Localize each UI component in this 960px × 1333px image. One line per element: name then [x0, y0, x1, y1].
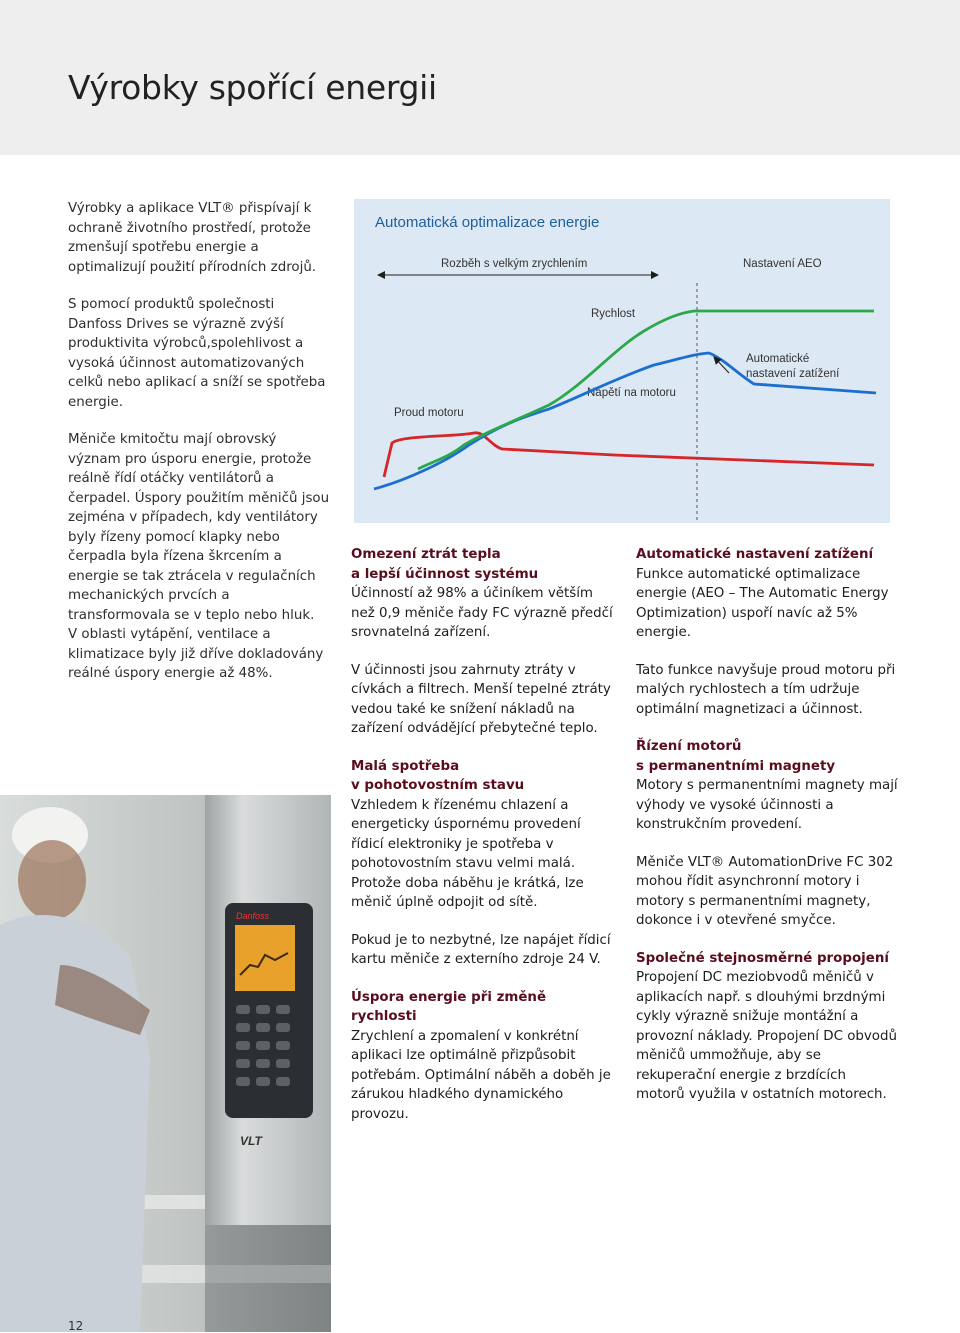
right-column: [636, 545, 898, 1123]
heading-auto-load: Automatické nastavení zatížení: [636, 547, 874, 562]
heading-speed-change: Úspora energie při změně rychlosti: [351, 989, 547, 1024]
aeo-label-line1: Automatické: [746, 353, 810, 365]
paragraph-pm-motors: Motory s permanentními magnety mají výhody ve vysoké účinnosti a konstrukčním provedení.: [636, 778, 898, 832]
paragraph-losses: V účinnosti jsou zahrnuty ztráty v cívkách a filtrech. Menší tepelné ztráty vedou také ke snížení nákladů na zařízení odvádějící přebytečné teplo.: [351, 662, 611, 736]
intro-paragraph-2: S pomocí produktů společnosti Danfoss Drives se výrazně zvýší produktivita výrobců,spolehlivost a vysoká účinnost automatizovaných celků nebo aplikací a sníží se spotřeba energie.: [68, 297, 326, 410]
page-number: 12: [68, 1319, 84, 1333]
aeo-label-line2: nastavení zatížení: [746, 368, 840, 380]
aeo-setting-label: Nastavení AEO: [743, 258, 822, 270]
current-label: Proud motoru: [394, 407, 464, 419]
section-auto-load: [636, 545, 898, 643]
aeo-diagram: [354, 199, 890, 523]
current-curve: [384, 433, 874, 477]
middle-column: [351, 545, 613, 1142]
speed-label: Rychlost: [591, 308, 636, 320]
heading-dc-link: Společné stejnosměrné propojení: [636, 950, 889, 966]
section-heat-loss: [351, 545, 613, 643]
device-brand: Danfoss: [236, 911, 270, 921]
acceleration-label: Rozběh s velkým zrychlením: [441, 258, 588, 270]
paragraph-dc-link: Propojení DC meziobvodů měničů v aplikacích např. s dlouhými brzdnými cykly výrazně snižuje montážní a provozní náklady. Propojení DC obvodů měničů ummožňuje, aby se rekuperační energie z brzdících motorů využila v ostatních motorech.: [636, 970, 897, 1102]
intro-paragraph-3: [68, 430, 330, 684]
paragraph-fc302: Měniče VLT® AutomationDrive FC 302 mohou řídit asynchronní motory i motory s permanentními magnety, dokonce i v otevřené smyčce.: [636, 854, 894, 928]
page-title: Výrobky spořící energii: [68, 68, 437, 107]
paragraph-external-supply: Pokud je to nezbytné, lze napájet řídicí kartu měniče z externího zdroje 24 V.: [351, 932, 611, 967]
voltage-label: Napětí na motoru: [587, 387, 676, 399]
section-standby: [351, 757, 613, 913]
diagram-title: Automatická optimalizace energie: [375, 214, 600, 231]
engineer-photo: [0, 795, 331, 1332]
engineer-photo-illustration: [0, 795, 331, 1332]
section-pm-motors: [636, 737, 898, 835]
section-dc-link: [636, 949, 898, 1105]
paragraph-magnetization: Tato funkce navyšuje proud motoru při malých rychlostech a tím udržuje optimální magnetizaci a účinnost.: [636, 662, 896, 717]
paragraph-efficiency: Účinností až 98% a účiníkem větším než 0,9 měniče řady FC výrazně předčí srovnatelná zařízení.: [351, 586, 613, 640]
heading-standby-1: Malá spotřeba: [351, 758, 460, 774]
heading-standby-2: v pohotovostním stavu: [351, 778, 525, 793]
intro-paragraph-1: Výrobky a aplikace VLT® přispívají k ochraně životního prostředí, protože zmenšují spotřebu energie a optimalizují použití přírodních zdrojů.: [68, 201, 317, 275]
intro-column: [68, 199, 330, 684]
intro-paragraph-3a: Měniče kmitočtu mají obrovský význam pro úsporu energie, protože reálně řídí otáčky ventilátorů a čerpadel. Úspory použitím měničů jsou zejména v případech, kdy ventilátory byly řízeny pomocí klapky nebo čerpadla byla řízena škrcením a energie se tak ztrácela v regulačních mechanických prvcích a transformovala se v teplo nebo hluk.: [68, 432, 330, 623]
paragraph-speed-change: Zrychlení a zpomalení v konkrétní aplikaci lze optimálně přizpůsobit potřebám. Optimální náběh a doběh je zárukou hladkého dynamického provozu.: [351, 1028, 611, 1122]
section-speed-change: [351, 988, 613, 1125]
heading-pm-motors-2: s permanentními magnety: [636, 758, 836, 774]
paragraph-aeo: Funkce automatické optimalizace energie (AEO – The Automatic Energy Optimization) uspoří navíc až 5% energie.: [636, 566, 889, 640]
heading-heat-loss-2: a lepší účinnost systému: [351, 566, 539, 582]
device-label: VLT: [240, 1134, 262, 1148]
heading-heat-loss-1: Omezení ztrát tepla: [351, 547, 501, 562]
intro-paragraph-3b: V oblasti vytápění, ventilace a klimatizace byly již dříve dokladovány reálné úspory energie až 48%.: [68, 627, 324, 681]
paragraph-standby: Vzhledem k řízenému chlazení a energeticky úspornému provedení řídicí elektroniky je spotřeba v pohotovostním stavu velmi malá. Protože doba náběhu je krátká, lze měnič úplně odpojit od sítě.: [351, 797, 584, 910]
heading-pm-motors-1: Řízení motorů: [636, 739, 742, 754]
aeo-diagram-svg: [354, 199, 890, 523]
